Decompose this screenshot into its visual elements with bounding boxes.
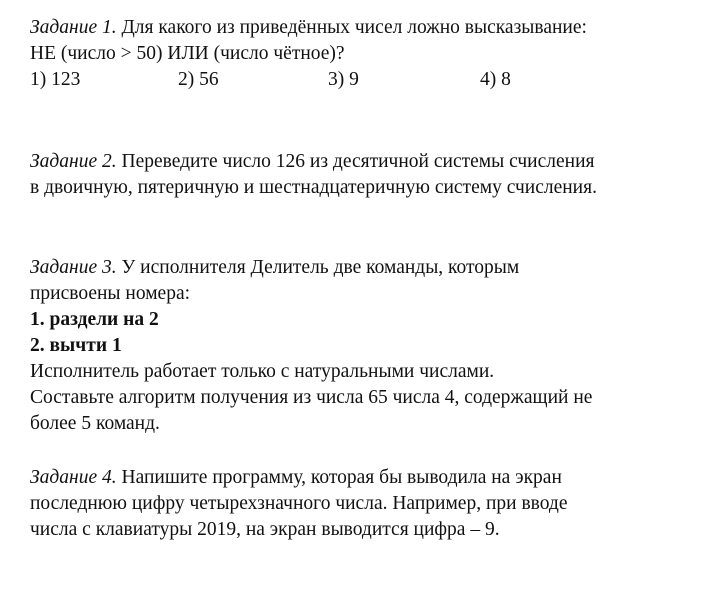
task-2 [30, 149, 700, 201]
task-4-text-1: Напишите программу, которая бы выводила на экран [116, 467, 562, 488]
task-1 [30, 15, 700, 93]
task-3 [30, 255, 700, 437]
task-2-text-1: Переведите число 126 из десятичной системы счисления [116, 151, 595, 172]
task-3-text-1: У исполнителя Делитель две команды, которым [116, 257, 520, 278]
task-3-line-1 [30, 255, 700, 281]
task-1-option-4: 4) 8 [480, 69, 511, 90]
task-1-option-1: 1) 123 [30, 69, 81, 90]
task-1-text-2: НЕ (число > 50) ИЛИ (число чётное)? [30, 43, 345, 64]
task-3-command-1: 1. раздели на 2 [30, 309, 159, 330]
task-1-options [30, 67, 700, 93]
task-3-text-5: Исполнитель работает только с натуральными числами. [30, 361, 495, 382]
task-1-label: Задание 1. [30, 17, 117, 38]
task-2-text-2: в двоичную, пятеричную и шестнадцатеричную систему счисления. [30, 177, 597, 198]
task-3-text-2: присвоены номера: [30, 283, 191, 304]
task-4-text-2: последнюю цифру четырехзначного числа. Например, при вводе [30, 493, 568, 514]
task-1-text-1: Для какого из приведённых чисел ложно высказывание: [116, 17, 587, 38]
task-1-option-2: 2) 56 [178, 69, 219, 90]
task-3-label: Задание 3. [30, 257, 117, 278]
task-4-label: Задание 4. [30, 467, 117, 488]
task-2-line-1 [30, 149, 700, 175]
task-3-text-7: более 5 команд. [30, 413, 160, 434]
task-2-label: Задание 2. [30, 151, 117, 172]
task-4-text-3: числа с клавиатуры 2019, на экран выводится цифра – 9. [30, 519, 500, 540]
task-1-line-1 [30, 15, 700, 41]
task-3-text-6: Составьте алгоритм получения из числа 65 числа 4, содержащий не [30, 387, 593, 408]
task-1-option-3: 3) 9 [328, 69, 359, 90]
task-3-command-2: 2. вычти 1 [30, 335, 122, 356]
task-4 [30, 465, 700, 543]
task-4-line-1 [30, 465, 700, 491]
